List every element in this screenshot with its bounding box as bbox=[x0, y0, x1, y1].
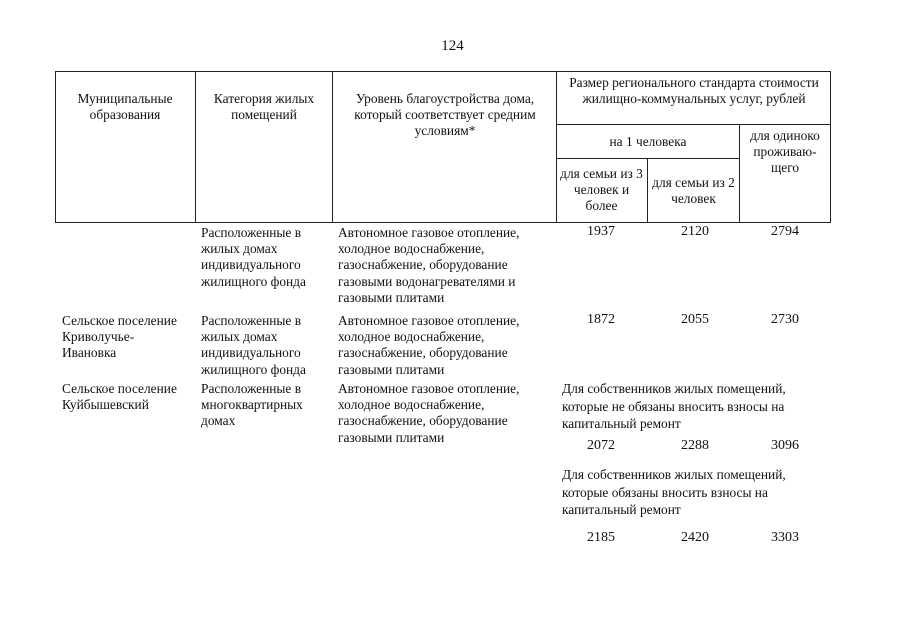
header-category: Категория жилых помещений bbox=[213, 91, 315, 122]
row3-note-with-capital-repair: Для собственников жилых помещений, которые обязаны вносить взносы на капитальный ремонт bbox=[562, 467, 786, 517]
header-level: Уровень благоустройства дома, который соответствует средним условиям* bbox=[354, 91, 536, 138]
row2-municipality: Сельское поселение Криволучье-Ивановка bbox=[62, 313, 177, 361]
header-standard: Размер регионального стандарта стоимости жилищно-коммунальных услуг, рублей bbox=[569, 75, 819, 106]
table-border-right bbox=[830, 71, 831, 223]
row1-level: Автономное газовое отопление, холодное водоснабжение, газоснабжение, оборудование газовыми водонагревателями и газовыми плитами bbox=[338, 225, 520, 305]
row3-value1-family3: 2072 bbox=[587, 438, 615, 453]
header-municipality: Муниципальные образования bbox=[77, 91, 173, 122]
row1-value-single: 2794 bbox=[771, 224, 799, 239]
header-family2: для семьи из 2 человек bbox=[652, 175, 735, 206]
row3-level: Автономное газовое отопление, холодное водоснабжение, газоснабжение, оборудование газовыми плитами bbox=[338, 381, 520, 445]
row3-category: Расположенные в многоквартирных домах bbox=[201, 381, 303, 429]
header-family3: для семьи из 3 человек и более bbox=[560, 166, 643, 213]
row3-value1-family2: 2288 bbox=[681, 438, 709, 453]
table-divider-col3 bbox=[556, 71, 557, 223]
header-per-person: на 1 человека bbox=[609, 134, 687, 149]
row2-value-family2: 2055 bbox=[681, 312, 709, 327]
table-divider-col2 bbox=[332, 71, 333, 223]
table-border-header-bottom bbox=[55, 222, 831, 223]
table-divider-per-person bbox=[556, 124, 831, 125]
table-divider-col5 bbox=[739, 124, 740, 223]
row2-value-single: 2730 bbox=[771, 312, 799, 327]
row3-note-no-capital-repair: Для собственников жилых помещений, которые не обязаны вносить взносы на капитальный ремонт bbox=[562, 381, 786, 431]
row3-value2-family3: 2185 bbox=[587, 530, 615, 545]
row2-value-family3: 1872 bbox=[587, 312, 615, 327]
table-divider-col4 bbox=[647, 158, 648, 223]
row2-level: Автономное газовое отопление, холодное водоснабжение, газоснабжение, оборудование газовыми плитами bbox=[338, 313, 520, 377]
header-single: для одиноко проживаю-щего bbox=[750, 128, 820, 175]
row1-value-family2: 2120 bbox=[681, 224, 709, 239]
row3-municipality: Сельское поселение Куйбышевский bbox=[62, 381, 177, 413]
table-divider-col1 bbox=[195, 71, 196, 223]
row3-value1-single: 3096 bbox=[771, 438, 799, 453]
row3-value2-single: 3303 bbox=[771, 530, 799, 545]
table-border-top bbox=[55, 71, 831, 72]
row1-value-family3: 1937 bbox=[587, 224, 615, 239]
row3-value2-family2: 2420 bbox=[681, 530, 709, 545]
row1-category: Расположенные в жилых домах индивидуального жилищного фонда bbox=[201, 225, 306, 289]
row2-category: Расположенные в жилых домах индивидуального жилищного фонда bbox=[201, 313, 306, 377]
table-border-left bbox=[55, 71, 56, 223]
page-number: 124 bbox=[441, 38, 464, 54]
